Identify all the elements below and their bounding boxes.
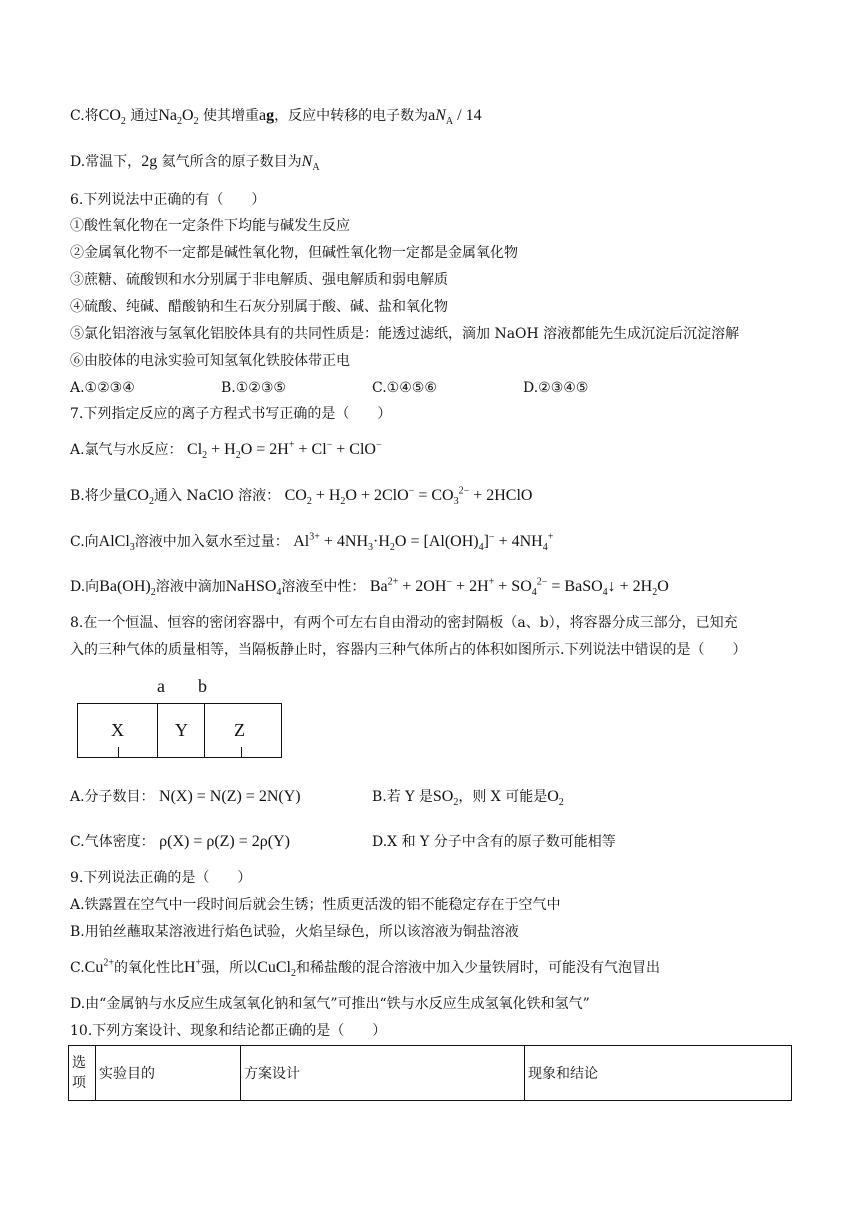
q7-option-a: A.氯气与水反应： $Cl_2 + H_2O = 2H^+ + Cl^- + ClO^-$ [70,439,382,462]
q8-option-d: D.X 和 Y 分子中含有的原子数可能相等 [372,834,616,850]
table-header-row [69,1046,792,1101]
q6-item-5: ⑤氯化铝溶液与氢氧化铝胶体具有的共同性质是：能透过滤纸，滴加 NaOH 溶液都能先生成沉淀后沉淀溶解 [70,326,740,342]
q10-table [68,1045,792,1101]
q9-option-c: $C.Cu^{2+}$的氧化性比H+强，所以CuCl$_2$和稀盐酸的混合溶液中加入少量铁屑时，可能没有气泡冒出 [70,957,660,980]
q6-option-a: A.①②③④ [70,380,135,396]
q8-option-a: A.分子数目： N(X) = N(Z) = 2N(Y) [70,788,301,805]
partition-a-label: a [157,676,165,696]
q6-item-6: ⑥由胶体的电泳实验可知氢氧化铁胶体带正电 [70,353,350,369]
q6-item-3: ③蔗糖、硫酸钡和水分别属于非电解质、强电解质和弱电解质 [70,272,448,288]
header-option: 选项 [69,1046,96,1101]
partition-a [157,703,158,758]
q7-option-c: C.向AlCl$_3$溶液中加入氨水至过量： $Al^{3+} + 4NH_3\cdot H_2O = [Al(OH)_4]^- + 4NH_4^+$ [70,531,554,554]
gas-z-label: Z [234,720,245,740]
q6-item-4: ④硫酸、纯碱、醋酸钠和生石灰分别属于酸、碱、盐和氧化物 [70,299,448,315]
q8-stem-line2: 入的三种气体的质量相等，当隔板静止时，容器内三种气体所占的体积如图所示.下列说法中错误的是（ ） [70,642,747,658]
tick-x [118,747,119,758]
q6-item-1: ①酸性氧化物在一定条件下均能与碱发生反应 [70,218,350,234]
q9-option-d: D.由“金属钠与水反应生成氢氧化钠和氢气”可推出“铁与水反应生成氢氧化铁和氢气” [70,996,590,1012]
q6-option-c: C.①④⑤⑥ [372,380,437,396]
q7-option-d: D.向$Ba(OH)_2$溶液中滴加NaHSO$_4$溶液至中性： $Ba^{2+} + 2OH^- + 2H^+ + SO_4^{2-}$ = BaSO$_4$↓ + $2H_2O$ [70,576,669,599]
q6-stem: 6.下列说法中正确的有（ ） [70,192,266,208]
header-design: 方案设计 [241,1046,525,1101]
q10-stem: 10.下列方案设计、现象和结论都正确的是（ ） [70,1023,387,1039]
header-purpose: 实验目的 [96,1046,241,1101]
header-result: 现象和结论 [525,1046,792,1101]
q8-option-b: B.若 Y 是$SO_2$，则 X 可能是$O_2$ [372,788,564,809]
q7-stem: 7.下列指定反应的离子方程式书写正确的是（ ） [70,406,392,422]
q9-stem: 9.下列说法正确的是（ ） [70,870,252,886]
container-diagram [77,676,287,762]
gas-x-label: X [111,720,124,740]
q6-item-2: ②金属氧化物不一定都是碱性氧化物，但碱性氧化物一定都是金属氧化物 [70,245,518,261]
tick-z [241,747,242,758]
q9-option-b: B.用铂丝蘸取某溶液进行焰色试验，火焰呈绿色，所以该溶液为铜盐溶液 [70,924,519,940]
q5-option-c: C.将$CO_2$ 通过$Na_2O_2$ 使其增重ag，反应中转移的电子数为$aN_A / 14$ [70,107,482,128]
q7-option-b: B.将少量$CO_2$通入 NaClO 溶液： $CO_2 + H_2O + 2ClO^- = CO_3^{2-}$ + 2HClO [70,485,533,508]
partition-b-label: b [198,676,207,696]
q9-option-a: A.铁露置在空气中一段时间后就会生锈；性质更活泼的铝不能稳定存在于空气中 [70,897,561,913]
q6-option-d: D.②③④⑤ [523,380,589,396]
q8-stem-line1: 8.在一个恒温、恒容的密闭容器中，有两个可左右自由滑动的密封隔板（a、b），将容器分成三部分，已知充 [70,615,738,631]
q5-option-d: D.常温下，2g 氦气所含的原子数目为$N_A$ [70,153,320,174]
q6-option-b: B.①②③⑤ [221,380,286,396]
partition-b [204,703,205,758]
q8-option-c: C.气体密度： ρ(X) = ρ(Z) = 2ρ(Y) [70,833,290,850]
gas-y-label: Y [175,720,188,740]
